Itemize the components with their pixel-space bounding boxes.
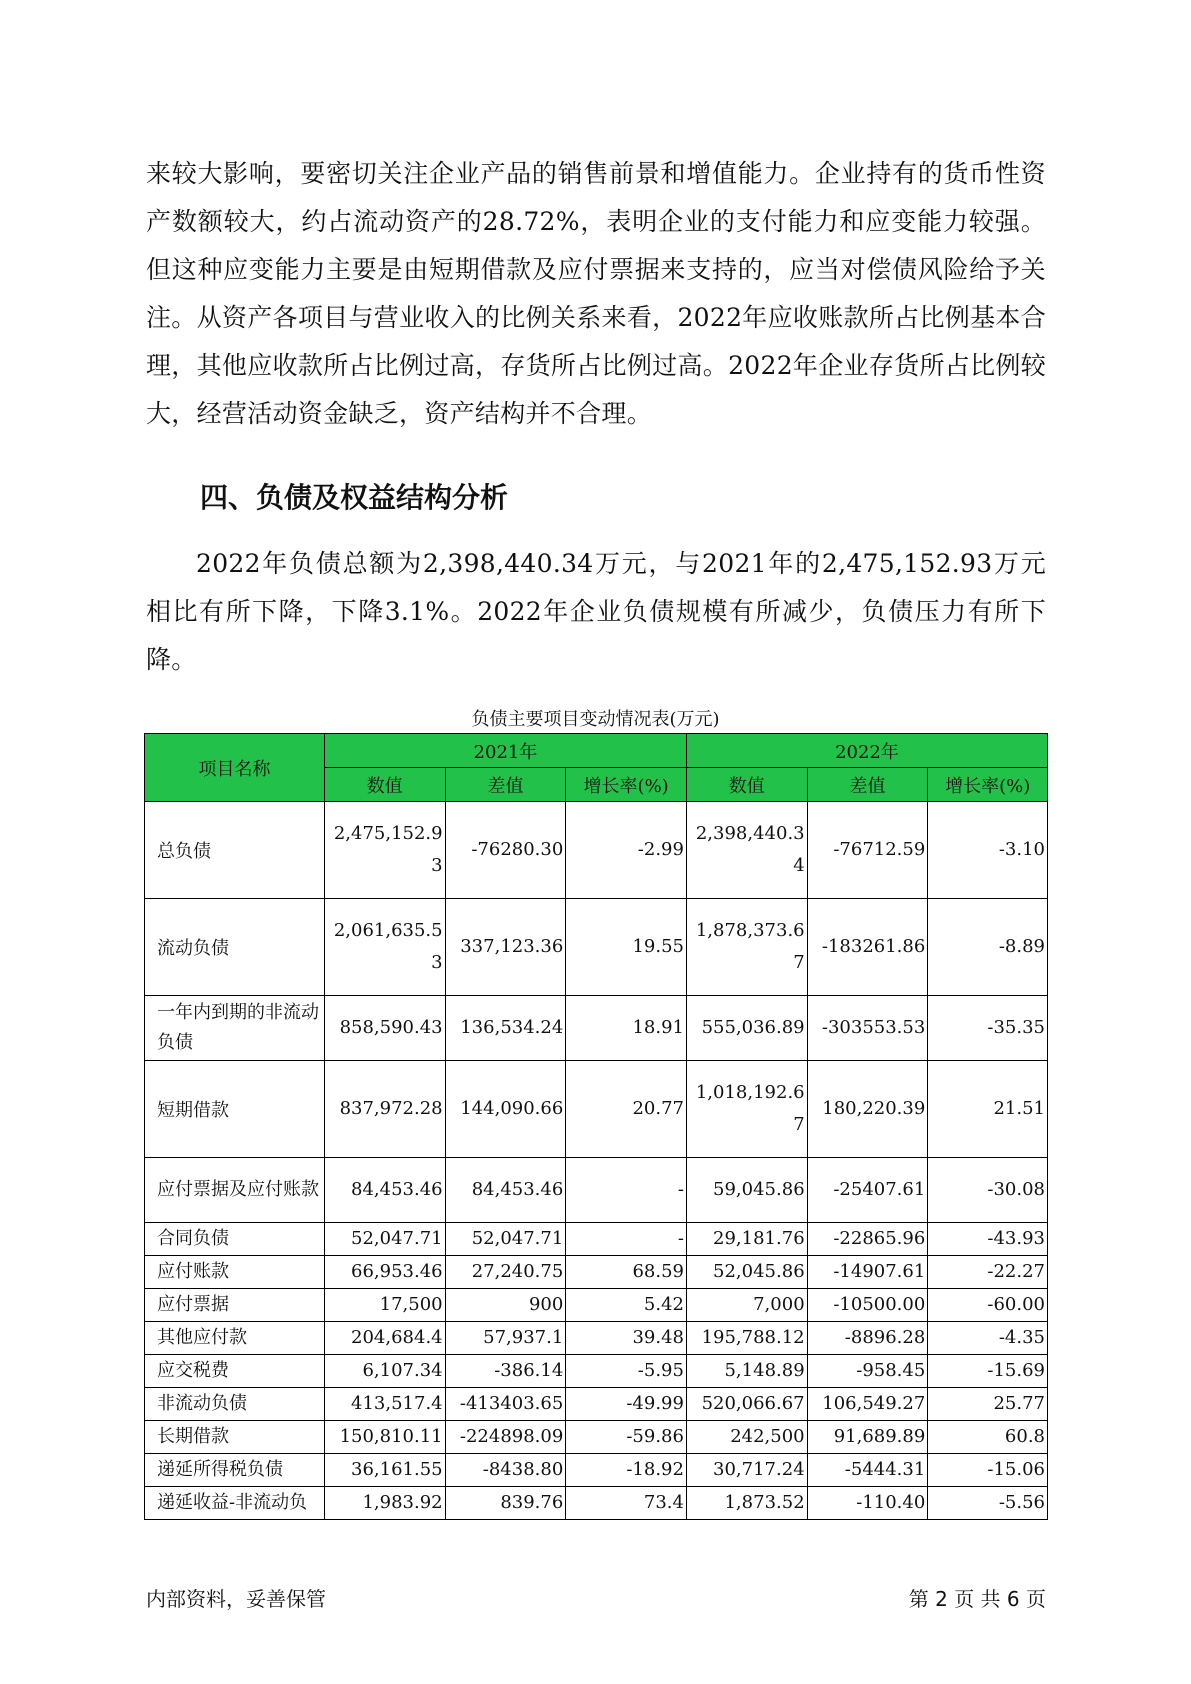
value-2022: 1,018,192.67 <box>686 1061 807 1158</box>
growth-2022: -3.10 <box>928 802 1048 899</box>
paragraph-asset-structure: 来较大影响，要密切关注企业产品的销售前景和增值能力。企业持有的货币性资产数额较大，约占流动资产的28.72%，表明企业的支付能力和应变能力较强。但这种应变能力主要是由短期借款及应付票据来支持的，应当对偿债风险给予关注。从资产各项目与营业收入的比例关系来看，2022年应收账款所占比例基本合理，其他应收款所占比例过高，存货所占比例过高。2022年企业存货所占比例较大，经营活动资金缺乏，资产结构并不合理。 <box>146 159 1046 428</box>
growth-2022: 21.51 <box>928 1061 1048 1158</box>
value-2022: 555,036.89 <box>686 996 807 1061</box>
value-2021: 84,453.46 <box>324 1158 445 1223</box>
growth-2022: -15.69 <box>928 1355 1048 1388</box>
value-2021: 52,047.71 <box>324 1223 445 1256</box>
diff-2022: 106,549.27 <box>807 1388 928 1421</box>
diff-2021: 27,240.75 <box>445 1256 566 1289</box>
growth-2022: -8.89 <box>928 899 1048 996</box>
table-row <box>145 1158 1048 1223</box>
table-header <box>145 734 1048 802</box>
diff-2022: 91,689.89 <box>807 1421 928 1454</box>
section-heading: 四、负债及权益结构分析 <box>200 481 509 514</box>
diff-2021: 84,453.46 <box>445 1158 566 1223</box>
header-diff-2021: 差值 <box>445 768 566 802</box>
growth-2021: 5.42 <box>566 1289 687 1322</box>
value-2022: 7,000 <box>686 1289 807 1322</box>
row-name: 流动负债 <box>145 899 325 996</box>
header-growth-2021: 增长率(%) <box>566 768 687 802</box>
table-row <box>145 1487 1048 1520</box>
value-2021: 6,107.34 <box>324 1355 445 1388</box>
value-2021: 2,475,152.93 <box>324 802 445 899</box>
growth-2021: -49.99 <box>566 1388 687 1421</box>
diff-2021: 57,937.1 <box>445 1322 566 1355</box>
diff-2022: -25407.61 <box>807 1158 928 1223</box>
diff-2021: 136,534.24 <box>445 996 566 1061</box>
growth-2021: 20.77 <box>566 1061 687 1158</box>
growth-2022: -4.35 <box>928 1322 1048 1355</box>
growth-2021: 18.91 <box>566 996 687 1061</box>
header-growth-2022: 增长率(%) <box>928 768 1048 802</box>
value-2022: 59,045.86 <box>686 1158 807 1223</box>
diff-2022: -8896.28 <box>807 1322 928 1355</box>
growth-2022: -30.08 <box>928 1158 1048 1223</box>
table-row <box>145 996 1048 1061</box>
value-2021: 150,810.11 <box>324 1421 445 1454</box>
table-row <box>145 1223 1048 1256</box>
row-name: 一年内到期的非流动负债 <box>145 996 325 1061</box>
growth-2022: -35.35 <box>928 996 1048 1061</box>
value-2022: 30,717.24 <box>686 1454 807 1487</box>
diff-2021: 144,090.66 <box>445 1061 566 1158</box>
diff-2022: -958.45 <box>807 1355 928 1388</box>
diff-2022: 180,220.39 <box>807 1061 928 1158</box>
diff-2021: 52,047.71 <box>445 1223 566 1256</box>
footer-page-number: 第 2 页 共 6 页 <box>908 1587 1046 1611</box>
growth-2021: -59.86 <box>566 1421 687 1454</box>
value-2021: 204,684.4 <box>324 1322 445 1355</box>
value-2022: 1,878,373.67 <box>686 899 807 996</box>
value-2021: 1,983.92 <box>324 1487 445 1520</box>
value-2022: 5,148.89 <box>686 1355 807 1388</box>
growth-2022: -22.27 <box>928 1256 1048 1289</box>
growth-2022: 60.8 <box>928 1421 1048 1454</box>
growth-2021: 68.59 <box>566 1256 687 1289</box>
header-year-2022: 2022年 <box>686 734 1047 768</box>
row-name: 总负债 <box>145 802 325 899</box>
row-name: 递延收益-非流动负 <box>145 1487 325 1520</box>
diff-2022: -303553.53 <box>807 996 928 1061</box>
table-row <box>145 1289 1048 1322</box>
value-2021: 858,590.43 <box>324 996 445 1061</box>
row-name: 合同负债 <box>145 1223 325 1256</box>
row-name: 递延所得税负债 <box>145 1454 325 1487</box>
diff-2021: 337,123.36 <box>445 899 566 996</box>
growth-2021: - <box>566 1223 687 1256</box>
table-row <box>145 802 1048 899</box>
growth-2021: -5.95 <box>566 1355 687 1388</box>
diff-2021: 900 <box>445 1289 566 1322</box>
value-2021: 413,517.4 <box>324 1388 445 1421</box>
value-2022: 195,788.12 <box>686 1322 807 1355</box>
table-row <box>145 1256 1048 1289</box>
table-row <box>145 1061 1048 1158</box>
growth-2022: -60.00 <box>928 1289 1048 1322</box>
paragraph-liability-summary: 2022年负债总额为2,398,440.34万元，与2021年的2,475,152.93万元相比有所下降，下降3.1%。2022年企业负债规模有所减少，负债压力有所下降。 <box>146 549 1046 674</box>
diff-2022: -10500.00 <box>807 1289 928 1322</box>
header-value-2021: 数值 <box>324 768 445 802</box>
diff-2022: -76712.59 <box>807 802 928 899</box>
value-2021: 17,500 <box>324 1289 445 1322</box>
growth-2021: 39.48 <box>566 1322 687 1355</box>
row-name: 非流动负债 <box>145 1388 325 1421</box>
growth-2021: -2.99 <box>566 802 687 899</box>
diff-2022: -5444.31 <box>807 1454 928 1487</box>
row-name: 其他应付款 <box>145 1322 325 1355</box>
table-row <box>145 1355 1048 1388</box>
header-item-name: 项目名称 <box>145 734 325 802</box>
growth-2021: 73.4 <box>566 1487 687 1520</box>
header-diff-2022: 差值 <box>807 768 928 802</box>
value-2022: 242,500 <box>686 1421 807 1454</box>
value-2021: 837,972.28 <box>324 1061 445 1158</box>
table-caption: 负债主要项目变动情况表(万元) <box>471 709 720 730</box>
header-year-2021: 2021年 <box>324 734 686 768</box>
table-row <box>145 1454 1048 1487</box>
growth-2022: -5.56 <box>928 1487 1048 1520</box>
diff-2022: -110.40 <box>807 1487 928 1520</box>
growth-2021: - <box>566 1158 687 1223</box>
value-2022: 520,066.67 <box>686 1388 807 1421</box>
value-2022: 1,873.52 <box>686 1487 807 1520</box>
growth-2022: 25.77 <box>928 1388 1048 1421</box>
growth-2021: 19.55 <box>566 899 687 996</box>
diff-2021: 839.76 <box>445 1487 566 1520</box>
diff-2022: -22865.96 <box>807 1223 928 1256</box>
diff-2022: -14907.61 <box>807 1256 928 1289</box>
table-row <box>145 1421 1048 1454</box>
value-2021: 66,953.46 <box>324 1256 445 1289</box>
growth-2022: -15.06 <box>928 1454 1048 1487</box>
value-2022: 29,181.76 <box>686 1223 807 1256</box>
table-row <box>145 899 1048 996</box>
diff-2021: -76280.30 <box>445 802 566 899</box>
footer-confidential-note: 内部资料，妥善保管 <box>146 1587 326 1611</box>
diff-2021: -224898.09 <box>445 1421 566 1454</box>
row-name: 长期借款 <box>145 1421 325 1454</box>
row-name: 应付票据 <box>145 1289 325 1322</box>
diff-2021: -386.14 <box>445 1355 566 1388</box>
liability-table <box>144 733 1048 1520</box>
row-name: 应付账款 <box>145 1256 325 1289</box>
header-value-2022: 数值 <box>686 768 807 802</box>
value-2022: 52,045.86 <box>686 1256 807 1289</box>
diff-2022: -183261.86 <box>807 899 928 996</box>
table-body <box>145 802 1048 1520</box>
table-row <box>145 1388 1048 1421</box>
table-row <box>145 1322 1048 1355</box>
value-2021: 2,061,635.53 <box>324 899 445 996</box>
value-2022: 2,398,440.34 <box>686 802 807 899</box>
value-2021: 36,161.55 <box>324 1454 445 1487</box>
row-name: 应付票据及应付账款 <box>145 1158 325 1223</box>
growth-2022: -43.93 <box>928 1223 1048 1256</box>
row-name: 应交税费 <box>145 1355 325 1388</box>
growth-2021: -18.92 <box>566 1454 687 1487</box>
diff-2021: -8438.80 <box>445 1454 566 1487</box>
row-name: 短期借款 <box>145 1061 325 1158</box>
diff-2021: -413403.65 <box>445 1388 566 1421</box>
